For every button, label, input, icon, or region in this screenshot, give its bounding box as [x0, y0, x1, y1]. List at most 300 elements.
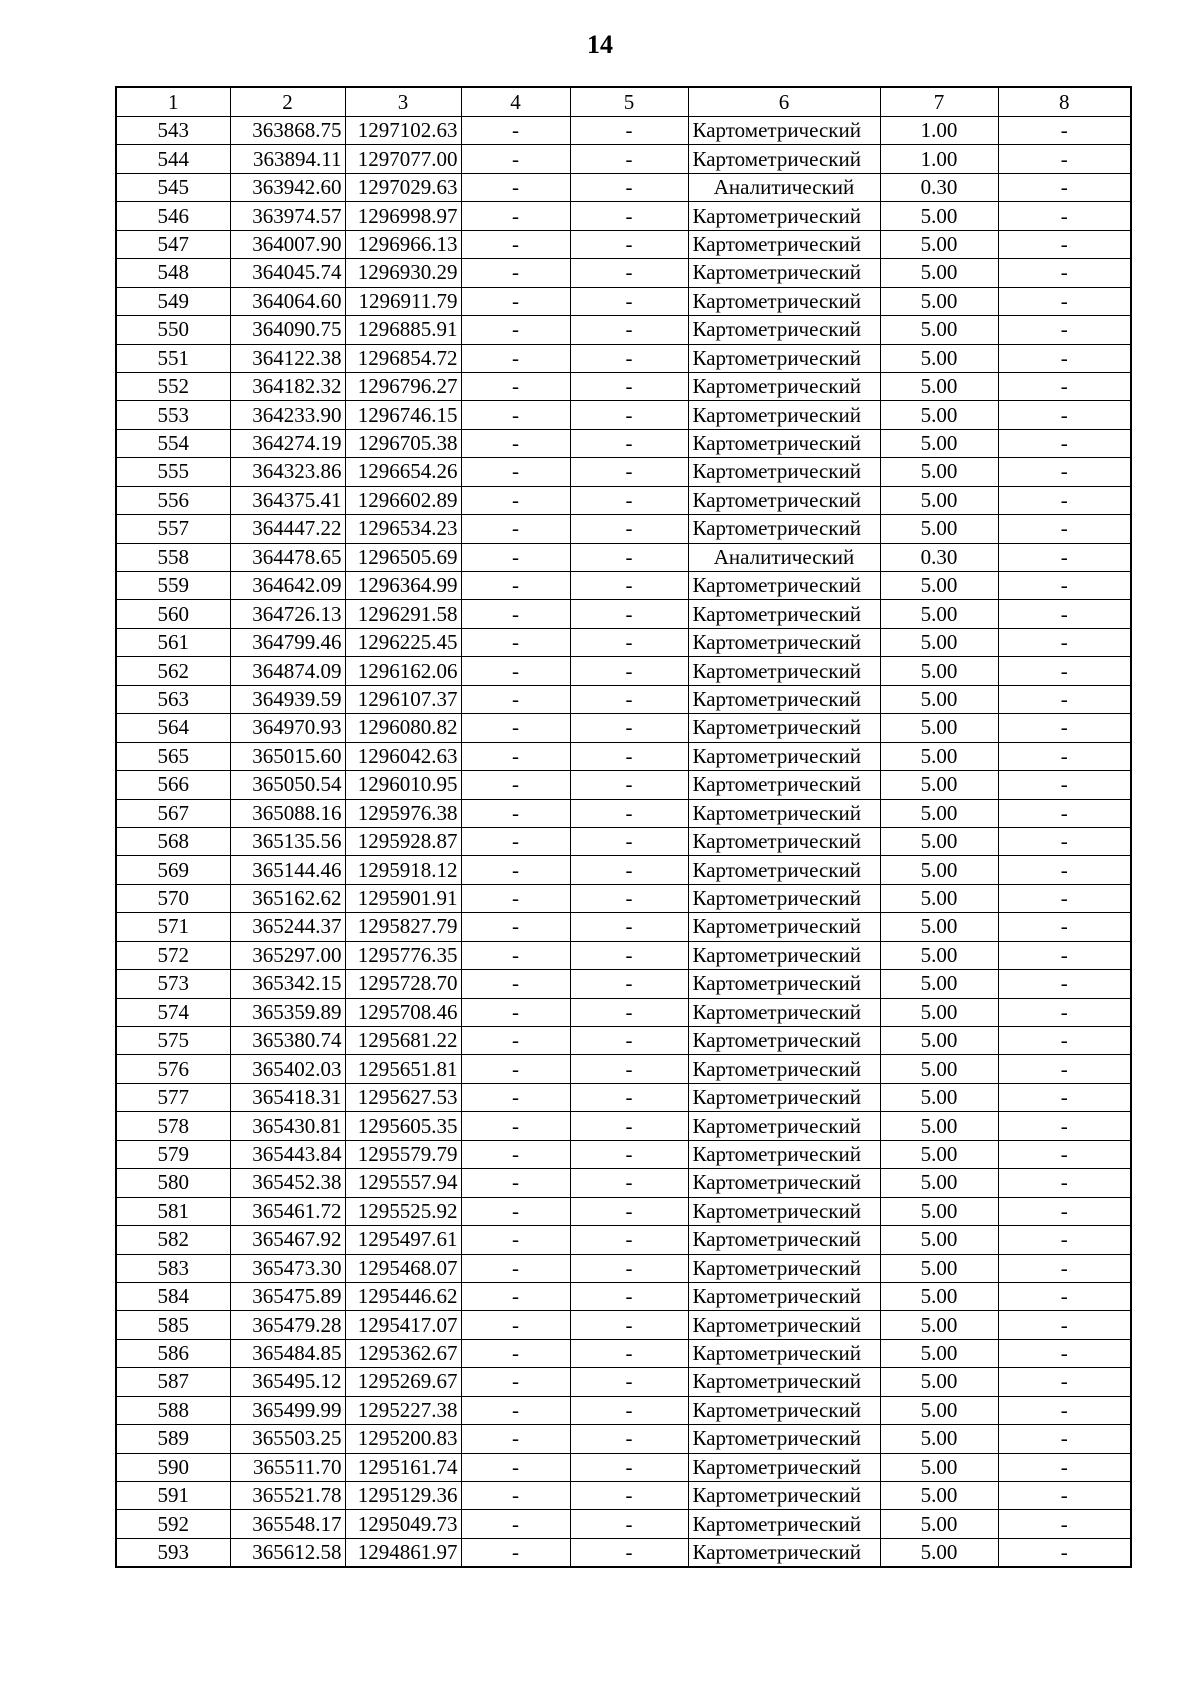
col5-cell: - — [570, 970, 688, 998]
col5-cell: - — [570, 600, 688, 628]
accuracy-cell: 5.00 — [880, 970, 998, 998]
col5-cell: - — [570, 1396, 688, 1424]
table-row — [116, 1510, 1131, 1538]
y-coordinate-cell: 1295708.46 — [345, 998, 461, 1026]
col5-cell: - — [570, 372, 688, 400]
accuracy-cell: 5.00 — [880, 202, 998, 230]
point-number-cell: 578 — [116, 1112, 230, 1140]
col8-cell: - — [998, 970, 1131, 998]
col4-cell: - — [461, 287, 570, 315]
col4-cell: - — [461, 998, 570, 1026]
method-cell: Картометрический — [688, 600, 880, 628]
accuracy-cell: 5.00 — [880, 1538, 998, 1567]
col5-cell: - — [570, 884, 688, 912]
table-row — [116, 1396, 1131, 1424]
y-coordinate-cell: 1295728.70 — [345, 970, 461, 998]
method-cell: Картометрический — [688, 657, 880, 685]
point-number-cell: 551 — [116, 344, 230, 372]
point-number-cell: 585 — [116, 1311, 230, 1339]
col4-cell: - — [461, 1197, 570, 1225]
col5-cell: - — [570, 486, 688, 514]
table-row — [116, 230, 1131, 258]
y-coordinate-cell: 1295497.61 — [345, 1226, 461, 1254]
point-number-cell: 553 — [116, 401, 230, 429]
col5-cell: - — [570, 1112, 688, 1140]
col8-cell: - — [998, 913, 1131, 941]
point-number-cell: 554 — [116, 429, 230, 457]
y-coordinate-cell: 1295417.07 — [345, 1311, 461, 1339]
y-coordinate-cell: 1294861.97 — [345, 1538, 461, 1567]
col8-cell: - — [998, 1339, 1131, 1367]
col5-cell: - — [570, 714, 688, 742]
table-row — [116, 600, 1131, 628]
method-cell: Аналитический — [688, 173, 880, 201]
col8-cell: - — [998, 884, 1131, 912]
point-number-cell: 574 — [116, 998, 230, 1026]
point-number-cell: 580 — [116, 1169, 230, 1197]
col5-cell: - — [570, 230, 688, 258]
table-body — [116, 87, 1131, 1567]
y-coordinate-cell: 1296602.89 — [345, 486, 461, 514]
table-row — [116, 657, 1131, 685]
x-coordinate-cell: 364642.09 — [230, 572, 345, 600]
col5-cell: - — [570, 173, 688, 201]
col8-cell: - — [998, 600, 1131, 628]
accuracy-cell: 5.00 — [880, 429, 998, 457]
col5-cell: - — [570, 458, 688, 486]
col4-cell: - — [461, 685, 570, 713]
col4-cell: - — [461, 600, 570, 628]
x-coordinate-cell: 364478.65 — [230, 543, 345, 571]
point-number-cell: 566 — [116, 771, 230, 799]
y-coordinate-cell: 1296911.79 — [345, 287, 461, 315]
table-row — [116, 799, 1131, 827]
x-coordinate-cell: 365359.89 — [230, 998, 345, 1026]
col5-cell: - — [570, 1055, 688, 1083]
accuracy-cell: 5.00 — [880, 685, 998, 713]
col4-cell: - — [461, 572, 570, 600]
method-cell: Картометрический — [688, 1197, 880, 1225]
col5-cell: - — [570, 1339, 688, 1367]
method-cell: Картометрический — [688, 1368, 880, 1396]
accuracy-cell: 5.00 — [880, 913, 998, 941]
x-coordinate-cell: 365418.31 — [230, 1083, 345, 1111]
accuracy-cell: 1.00 — [880, 117, 998, 145]
y-coordinate-cell: 1297029.63 — [345, 173, 461, 201]
x-coordinate-cell: 365473.30 — [230, 1254, 345, 1282]
method-cell: Картометрический — [688, 458, 880, 486]
x-coordinate-cell: 365380.74 — [230, 1027, 345, 1055]
table-row — [116, 458, 1131, 486]
y-coordinate-cell: 1296042.63 — [345, 742, 461, 770]
col8-cell: - — [998, 145, 1131, 173]
x-coordinate-cell: 365430.81 — [230, 1112, 345, 1140]
col4-cell: - — [461, 856, 570, 884]
x-coordinate-cell: 365297.00 — [230, 941, 345, 969]
y-coordinate-cell: 1296966.13 — [345, 230, 461, 258]
x-coordinate-cell: 364182.32 — [230, 372, 345, 400]
x-coordinate-cell: 364045.74 — [230, 259, 345, 287]
table-row — [116, 1140, 1131, 1168]
method-cell: Аналитический — [688, 543, 880, 571]
point-number-cell: 564 — [116, 714, 230, 742]
x-coordinate-cell: 364064.60 — [230, 287, 345, 315]
accuracy-cell: 5.00 — [880, 515, 998, 543]
point-number-cell: 560 — [116, 600, 230, 628]
col5-cell: - — [570, 259, 688, 287]
col4-cell: - — [461, 401, 570, 429]
column-header: 1 — [116, 87, 230, 117]
y-coordinate-cell: 1296796.27 — [345, 372, 461, 400]
point-number-cell: 552 — [116, 372, 230, 400]
x-coordinate-cell: 363868.75 — [230, 117, 345, 145]
col5-cell: - — [570, 1282, 688, 1310]
accuracy-cell: 5.00 — [880, 572, 998, 600]
y-coordinate-cell: 1296225.45 — [345, 628, 461, 656]
accuracy-cell: 5.00 — [880, 827, 998, 855]
point-number-cell: 571 — [116, 913, 230, 941]
x-coordinate-cell: 365135.56 — [230, 827, 345, 855]
accuracy-cell: 5.00 — [880, 1169, 998, 1197]
col4-cell: - — [461, 202, 570, 230]
accuracy-cell: 5.00 — [880, 856, 998, 884]
col5-cell: - — [570, 941, 688, 969]
x-coordinate-cell: 365144.46 — [230, 856, 345, 884]
col8-cell: - — [998, 401, 1131, 429]
col8-cell: - — [998, 628, 1131, 656]
table-row — [116, 1282, 1131, 1310]
accuracy-cell: 5.00 — [880, 1425, 998, 1453]
col4-cell: - — [461, 714, 570, 742]
col4-cell: - — [461, 1538, 570, 1567]
x-coordinate-cell: 365548.17 — [230, 1510, 345, 1538]
method-cell: Картометрический — [688, 1396, 880, 1424]
accuracy-cell: 5.00 — [880, 628, 998, 656]
table-row — [116, 287, 1131, 315]
y-coordinate-cell: 1295557.94 — [345, 1169, 461, 1197]
col4-cell: - — [461, 1226, 570, 1254]
y-coordinate-cell: 1295129.36 — [345, 1482, 461, 1510]
y-coordinate-cell: 1295525.92 — [345, 1197, 461, 1225]
x-coordinate-cell: 364122.38 — [230, 344, 345, 372]
point-number-cell: 548 — [116, 259, 230, 287]
col8-cell: - — [998, 714, 1131, 742]
col4-cell: - — [461, 941, 570, 969]
table-row — [116, 771, 1131, 799]
method-cell: Картометрический — [688, 742, 880, 770]
accuracy-cell: 5.00 — [880, 1112, 998, 1140]
method-cell: Картометрический — [688, 1083, 880, 1111]
col4-cell: - — [461, 1027, 570, 1055]
col5-cell: - — [570, 771, 688, 799]
method-cell: Картометрический — [688, 1055, 880, 1083]
col5-cell: - — [570, 145, 688, 173]
point-number-cell: 584 — [116, 1282, 230, 1310]
method-cell: Картометрический — [688, 372, 880, 400]
table-row — [116, 572, 1131, 600]
col8-cell: - — [998, 1482, 1131, 1510]
col5-cell: - — [570, 1425, 688, 1453]
point-number-cell: 547 — [116, 230, 230, 258]
col5-cell: - — [570, 429, 688, 457]
y-coordinate-cell: 1296080.82 — [345, 714, 461, 742]
table-row — [116, 1453, 1131, 1481]
accuracy-cell: 5.00 — [880, 714, 998, 742]
col8-cell: - — [998, 1453, 1131, 1481]
accuracy-cell: 5.00 — [880, 1510, 998, 1538]
x-coordinate-cell: 364323.86 — [230, 458, 345, 486]
col4-cell: - — [461, 1339, 570, 1367]
accuracy-cell: 5.00 — [880, 1027, 998, 1055]
col4-cell: - — [461, 884, 570, 912]
x-coordinate-cell: 365342.15 — [230, 970, 345, 998]
method-cell: Картометрический — [688, 486, 880, 514]
col8-cell: - — [998, 1425, 1131, 1453]
col4-cell: - — [461, 1254, 570, 1282]
col8-cell: - — [998, 287, 1131, 315]
method-cell: Картометрический — [688, 1254, 880, 1282]
accuracy-cell: 5.00 — [880, 401, 998, 429]
accuracy-cell: 5.00 — [880, 458, 998, 486]
x-coordinate-cell: 365467.92 — [230, 1226, 345, 1254]
accuracy-cell: 1.00 — [880, 145, 998, 173]
table-row — [116, 913, 1131, 941]
column-header: 8 — [998, 87, 1131, 117]
y-coordinate-cell: 1295976.38 — [345, 799, 461, 827]
col8-cell: - — [998, 173, 1131, 201]
col8-cell: - — [998, 856, 1131, 884]
point-number-cell: 582 — [116, 1226, 230, 1254]
method-cell: Картометрический — [688, 1538, 880, 1567]
col5-cell: - — [570, 1140, 688, 1168]
col4-cell: - — [461, 145, 570, 173]
column-header: 6 — [688, 87, 880, 117]
x-coordinate-cell: 364726.13 — [230, 600, 345, 628]
col8-cell: - — [998, 1311, 1131, 1339]
col4-cell: - — [461, 628, 570, 656]
accuracy-cell: 5.00 — [880, 941, 998, 969]
point-number-cell: 565 — [116, 742, 230, 770]
point-number-cell: 575 — [116, 1027, 230, 1055]
table-row — [116, 259, 1131, 287]
col8-cell: - — [998, 1027, 1131, 1055]
col5-cell: - — [570, 202, 688, 230]
point-number-cell: 569 — [116, 856, 230, 884]
column-header: 4 — [461, 87, 570, 117]
y-coordinate-cell: 1295579.79 — [345, 1140, 461, 1168]
point-number-cell: 567 — [116, 799, 230, 827]
table-row — [116, 1083, 1131, 1111]
table-row — [116, 1368, 1131, 1396]
col5-cell: - — [570, 1226, 688, 1254]
col8-cell: - — [998, 1055, 1131, 1083]
point-number-cell: 544 — [116, 145, 230, 173]
col4-cell: - — [461, 1083, 570, 1111]
table-row — [116, 486, 1131, 514]
method-cell: Картометрический — [688, 628, 880, 656]
col8-cell: - — [998, 572, 1131, 600]
point-number-cell: 591 — [116, 1482, 230, 1510]
method-cell: Картометрический — [688, 771, 880, 799]
x-coordinate-cell: 365511.70 — [230, 1453, 345, 1481]
method-cell: Картометрический — [688, 259, 880, 287]
col4-cell: - — [461, 1396, 570, 1424]
point-number-cell: 556 — [116, 486, 230, 514]
col5-cell: - — [570, 913, 688, 941]
col4-cell: - — [461, 771, 570, 799]
col8-cell: - — [998, 1510, 1131, 1538]
table-row — [116, 884, 1131, 912]
col4-cell: - — [461, 799, 570, 827]
col8-cell: - — [998, 458, 1131, 486]
point-number-cell: 561 — [116, 628, 230, 656]
y-coordinate-cell: 1295776.35 — [345, 941, 461, 969]
col8-cell: - — [998, 998, 1131, 1026]
col4-cell: - — [461, 742, 570, 770]
col8-cell: - — [998, 486, 1131, 514]
col4-cell: - — [461, 316, 570, 344]
col4-cell: - — [461, 486, 570, 514]
method-cell: Картометрический — [688, 685, 880, 713]
y-coordinate-cell: 1295651.81 — [345, 1055, 461, 1083]
col5-cell: - — [570, 742, 688, 770]
table-row — [116, 628, 1131, 656]
point-number-cell: 579 — [116, 1140, 230, 1168]
x-coordinate-cell: 365088.16 — [230, 799, 345, 827]
accuracy-cell: 5.00 — [880, 1083, 998, 1111]
x-coordinate-cell: 365452.38 — [230, 1169, 345, 1197]
accuracy-cell: 5.00 — [880, 1254, 998, 1282]
y-coordinate-cell: 1295827.79 — [345, 913, 461, 941]
point-number-cell: 576 — [116, 1055, 230, 1083]
y-coordinate-cell: 1296162.06 — [345, 657, 461, 685]
accuracy-cell: 5.00 — [880, 998, 998, 1026]
table-row — [116, 1169, 1131, 1197]
accuracy-cell: 5.00 — [880, 259, 998, 287]
col8-cell: - — [998, 941, 1131, 969]
col5-cell: - — [570, 1311, 688, 1339]
point-number-cell: 583 — [116, 1254, 230, 1282]
accuracy-cell: 5.00 — [880, 1339, 998, 1367]
table-row — [116, 970, 1131, 998]
method-cell: Картометрический — [688, 344, 880, 372]
column-header: 7 — [880, 87, 998, 117]
table-row — [116, 856, 1131, 884]
col5-cell: - — [570, 316, 688, 344]
x-coordinate-cell: 365484.85 — [230, 1339, 345, 1367]
x-coordinate-cell: 365479.28 — [230, 1311, 345, 1339]
table-row — [116, 372, 1131, 400]
method-cell: Картометрический — [688, 913, 880, 941]
accuracy-cell: 5.00 — [880, 657, 998, 685]
col4-cell: - — [461, 1482, 570, 1510]
col5-cell: - — [570, 117, 688, 145]
point-number-cell: 577 — [116, 1083, 230, 1111]
method-cell: Картометрический — [688, 970, 880, 998]
col4-cell: - — [461, 259, 570, 287]
table-row — [116, 344, 1131, 372]
table-row — [116, 1538, 1131, 1567]
table-row — [116, 1339, 1131, 1367]
table-row — [116, 685, 1131, 713]
y-coordinate-cell: 1297102.63 — [345, 117, 461, 145]
col4-cell: - — [461, 1140, 570, 1168]
col5-cell: - — [570, 1510, 688, 1538]
x-coordinate-cell: 365244.37 — [230, 913, 345, 941]
x-coordinate-cell: 364090.75 — [230, 316, 345, 344]
method-cell: Картометрический — [688, 1282, 880, 1310]
y-coordinate-cell: 1296930.29 — [345, 259, 461, 287]
accuracy-cell: 5.00 — [880, 1282, 998, 1310]
col8-cell: - — [998, 1140, 1131, 1168]
column-header: 3 — [345, 87, 461, 117]
col8-cell: - — [998, 1226, 1131, 1254]
accuracy-cell: 5.00 — [880, 1311, 998, 1339]
y-coordinate-cell: 1295901.91 — [345, 884, 461, 912]
col5-cell: - — [570, 628, 688, 656]
col5-cell: - — [570, 1538, 688, 1567]
y-coordinate-cell: 1296998.97 — [345, 202, 461, 230]
method-cell: Картометрический — [688, 145, 880, 173]
y-coordinate-cell: 1296885.91 — [345, 316, 461, 344]
col5-cell: - — [570, 515, 688, 543]
col5-cell: - — [570, 1482, 688, 1510]
col5-cell: - — [570, 344, 688, 372]
method-cell: Картометрический — [688, 1112, 880, 1140]
col8-cell: - — [998, 1083, 1131, 1111]
table-row — [116, 827, 1131, 855]
table-row — [116, 202, 1131, 230]
col4-cell: - — [461, 543, 570, 571]
col4-cell: - — [461, 117, 570, 145]
point-number-cell: 555 — [116, 458, 230, 486]
col5-cell: - — [570, 1169, 688, 1197]
col4-cell: - — [461, 1453, 570, 1481]
col5-cell: - — [570, 1453, 688, 1481]
y-coordinate-cell: 1295227.38 — [345, 1396, 461, 1424]
point-number-cell: 543 — [116, 117, 230, 145]
accuracy-cell: 5.00 — [880, 771, 998, 799]
col4-cell: - — [461, 1425, 570, 1453]
x-coordinate-cell: 364939.59 — [230, 685, 345, 713]
accuracy-cell: 5.00 — [880, 486, 998, 514]
col8-cell: - — [998, 1538, 1131, 1567]
y-coordinate-cell: 1296654.26 — [345, 458, 461, 486]
col8-cell: - — [998, 799, 1131, 827]
table-row — [116, 1254, 1131, 1282]
col5-cell: - — [570, 1027, 688, 1055]
col8-cell: - — [998, 515, 1131, 543]
col8-cell: - — [998, 827, 1131, 855]
y-coordinate-cell: 1295446.62 — [345, 1282, 461, 1310]
accuracy-cell: 5.00 — [880, 1055, 998, 1083]
x-coordinate-cell: 364970.93 — [230, 714, 345, 742]
method-cell: Картометрический — [688, 1339, 880, 1367]
col5-cell: - — [570, 543, 688, 571]
y-coordinate-cell: 1295200.83 — [345, 1425, 461, 1453]
accuracy-cell: 5.00 — [880, 799, 998, 827]
table-row — [116, 1027, 1131, 1055]
x-coordinate-cell: 365015.60 — [230, 742, 345, 770]
point-number-cell: 549 — [116, 287, 230, 315]
method-cell: Картометрический — [688, 515, 880, 543]
x-coordinate-cell: 363942.60 — [230, 173, 345, 201]
table-row — [116, 1226, 1131, 1254]
y-coordinate-cell: 1295049.73 — [345, 1510, 461, 1538]
method-cell: Картометрический — [688, 1140, 880, 1168]
y-coordinate-cell: 1296364.99 — [345, 572, 461, 600]
method-cell: Картометрический — [688, 1453, 880, 1481]
